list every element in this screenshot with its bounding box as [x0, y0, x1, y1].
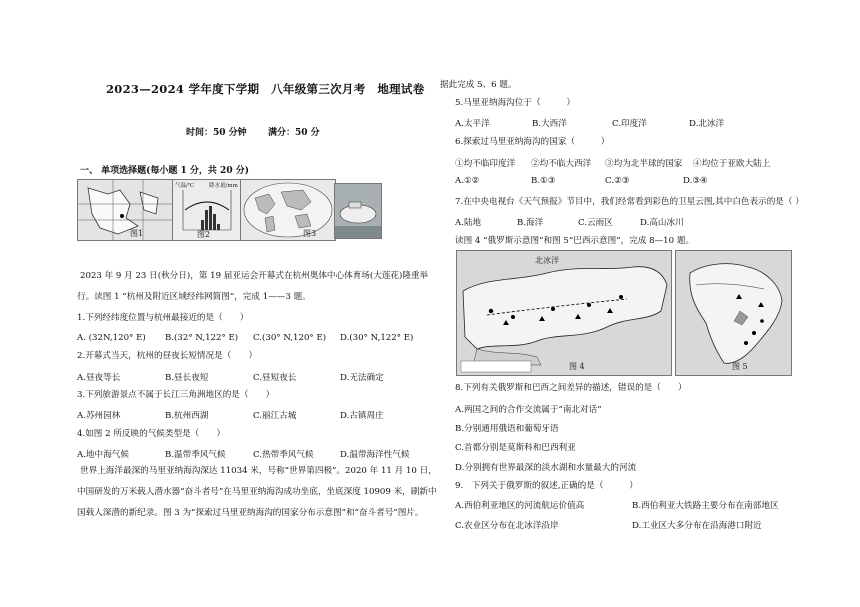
question-5-option-d: D.北冰洋 [689, 119, 725, 129]
question-8-stem: 8.下列有关俄罗斯和巴西之间差异的描述，错误的是（ ） [455, 383, 687, 393]
question-2-option-c: C.昼短夜长 [253, 373, 297, 383]
section-heading: 一、 单项选择题(每小题 1 分，共 20 分) [80, 166, 249, 176]
question-5-option-c: C.印度洋 [612, 119, 647, 129]
question-2-option-d: D.无法确定 [340, 373, 384, 383]
question-9-option-c: C.农业区分布在北冰洋沿岸 [455, 521, 559, 531]
question-1-option-b: B.(32° N,122° E) [165, 333, 239, 343]
figure-2-label: 图2 [197, 230, 211, 239]
question-5-option-a: A.太平洋 [455, 119, 490, 129]
question-1-option-a: A. (32N,120° E) [77, 333, 146, 343]
question-6-stem: 6.探索过马里亚纳海沟的国家（ ） [455, 137, 610, 147]
question-8-option-b: B.分别通用俄语和葡萄牙语 [455, 424, 559, 434]
figure-2-right-axis-label: 降水量/mm [209, 183, 238, 189]
submersible-graphic [335, 184, 381, 238]
figure-3-label: 图3 [303, 229, 317, 238]
question-1-option-d: D.(30° N,122° E) [340, 333, 414, 343]
intro-passage-1-line-2: 行。读图 1 “杭州及附近区域经纬网简图”，完成 1——3 题。 [77, 292, 311, 302]
intro-passage-1-line-1: 2023 年 9 月 23 日(秋分日)，第 19 届亚运会开幕式在杭州奥体中心体育场(大莲花)隆重举 [80, 271, 429, 281]
figure-5-label: 图 5 [732, 362, 748, 371]
question-4-option-c: C.热带季风气候 [253, 450, 314, 460]
question-6-option-a: A.①② [455, 176, 480, 186]
question-5-stem: 5.马里亚纳海沟位于（ ） [455, 98, 575, 108]
figure-5-graphic [676, 251, 791, 375]
figure-5-brazil-map [675, 250, 792, 376]
question-7-option-d: D.高山冰川 [640, 218, 684, 228]
question-6-statement-1: ①均不临印度洋 [455, 159, 516, 169]
figure-3-submersible-photo [334, 183, 382, 239]
question-7-stem: 7.在中央电视台《天气预报》节目中，我们经常看到彩色的卫星云图,其中白色表示的是（ ） [455, 197, 804, 207]
question-6-statement-4: ④均位于亚欧大陆上 [693, 159, 771, 169]
question-6-statement-3: ③均为北半球的国家 [605, 159, 683, 169]
question-9-option-a: A.西伯利亚地区的河流航运价值高 [455, 501, 585, 511]
exam-score: 满分：50 分 [268, 128, 320, 138]
question-3-option-a: A.苏州园林 [77, 411, 121, 421]
question-3-option-c: C.丽江古城 [253, 411, 297, 421]
exam-time: 时间：50 分钟 [186, 128, 247, 138]
question-8-option-d: D.分别拥有世界最深的淡水湖和水量最大的河流 [455, 463, 637, 473]
question-4-option-a: A.地中海气候 [77, 450, 129, 460]
intro-passage-3: 读图 4 “俄罗斯示意图”和图 5“巴西示意图”，完成 8—10 题。 [455, 236, 695, 246]
exam-title: 2023—2024 学年度下学期 八年级第三次月考 地理试卷 [106, 82, 425, 96]
question-4-option-b: B.温带季风气候 [165, 450, 226, 460]
figure-1-map [77, 179, 174, 241]
question-7-option-c: C.云雨区 [578, 218, 613, 228]
question-6-statement-2: ②均不临大西洋 [531, 159, 592, 169]
question-3-option-d: D.古镇周庄 [340, 411, 384, 421]
question-2-option-b: B.昼长夜短 [165, 373, 209, 383]
question-9-option-d: D.工业区大多分布在沿海港口附近 [632, 521, 762, 531]
question-6-option-d: D.③④ [683, 176, 708, 186]
figure-4-graphic [457, 251, 671, 375]
intro-passage-2-line-2: 中国研发的万米载人潜水器“奋斗者号”在马里亚纳海沟成功坐底，坐底深度 10909 米，刷新中 [77, 487, 437, 497]
figure-4-label: 图 4 [569, 362, 585, 371]
question-1-stem: 1.下列经纬度位置与杭州最接近的是（ ） [77, 313, 249, 323]
question-7-option-a: A.陆地 [455, 218, 482, 228]
figure-1-graphic [78, 180, 173, 240]
figure-2-climate-chart [172, 179, 242, 241]
question-8-option-c: C.首都分别是莫斯科和巴西利亚 [455, 443, 576, 453]
question-4-stem: 4.如图 2 所反映的气候类型是（ ） [77, 429, 226, 439]
question-9-stem: 9. 下列关于俄罗斯的叙述,正确的是（ ） [455, 481, 638, 491]
question-7-option-b: B.海洋 [517, 218, 544, 228]
question-2-option-a: A.昼夜等长 [77, 373, 121, 383]
question-3-stem: 3.下列旅游景点不属于长江三角洲地区的是（ ） [77, 390, 275, 400]
question-4-option-d: D.温带海洋性气候 [340, 450, 410, 460]
intro-passage-2-line-3: 国载人深潜的新纪录。图 3 为“探索过马里亚纳海沟的国家分布示意图”和“奋斗者号”图片。 [77, 508, 424, 518]
question-6-option-b: B.①③ [531, 176, 556, 186]
figure-2-left-axis-label: 气温/℃ [175, 183, 195, 189]
figure-4-russia-map [456, 250, 672, 376]
figure-1-label: 图1 [130, 229, 144, 238]
right-intro: 据此完成 5、6 题。 [440, 80, 517, 90]
question-5-option-b: B.大西洋 [532, 119, 567, 129]
question-9-option-b: B.西伯利亚大铁路主要分布在南部地区 [632, 501, 779, 511]
figure-3-graphic [241, 180, 335, 240]
question-8-option-a: A.两国之间的合作交流属于“南北对话” [455, 405, 602, 415]
intro-passage-2-line-1: 世界上海洋最深的马里亚纳海沟深达 11034 米，号称“世界第四极”。2020 年 11 月 10 日， [80, 466, 437, 476]
question-2-stem: 2.开幕式当天，杭州的昼夜长短情况是（ ） [77, 351, 258, 361]
question-6-option-c: C.②③ [605, 176, 630, 186]
figure-3-world-map [240, 179, 336, 241]
question-3-option-b: B.杭州西湖 [165, 411, 209, 421]
question-1-option-c: C.(30° N,120° E) [253, 333, 327, 343]
arctic-ocean-label: 北冰洋 [535, 256, 559, 265]
